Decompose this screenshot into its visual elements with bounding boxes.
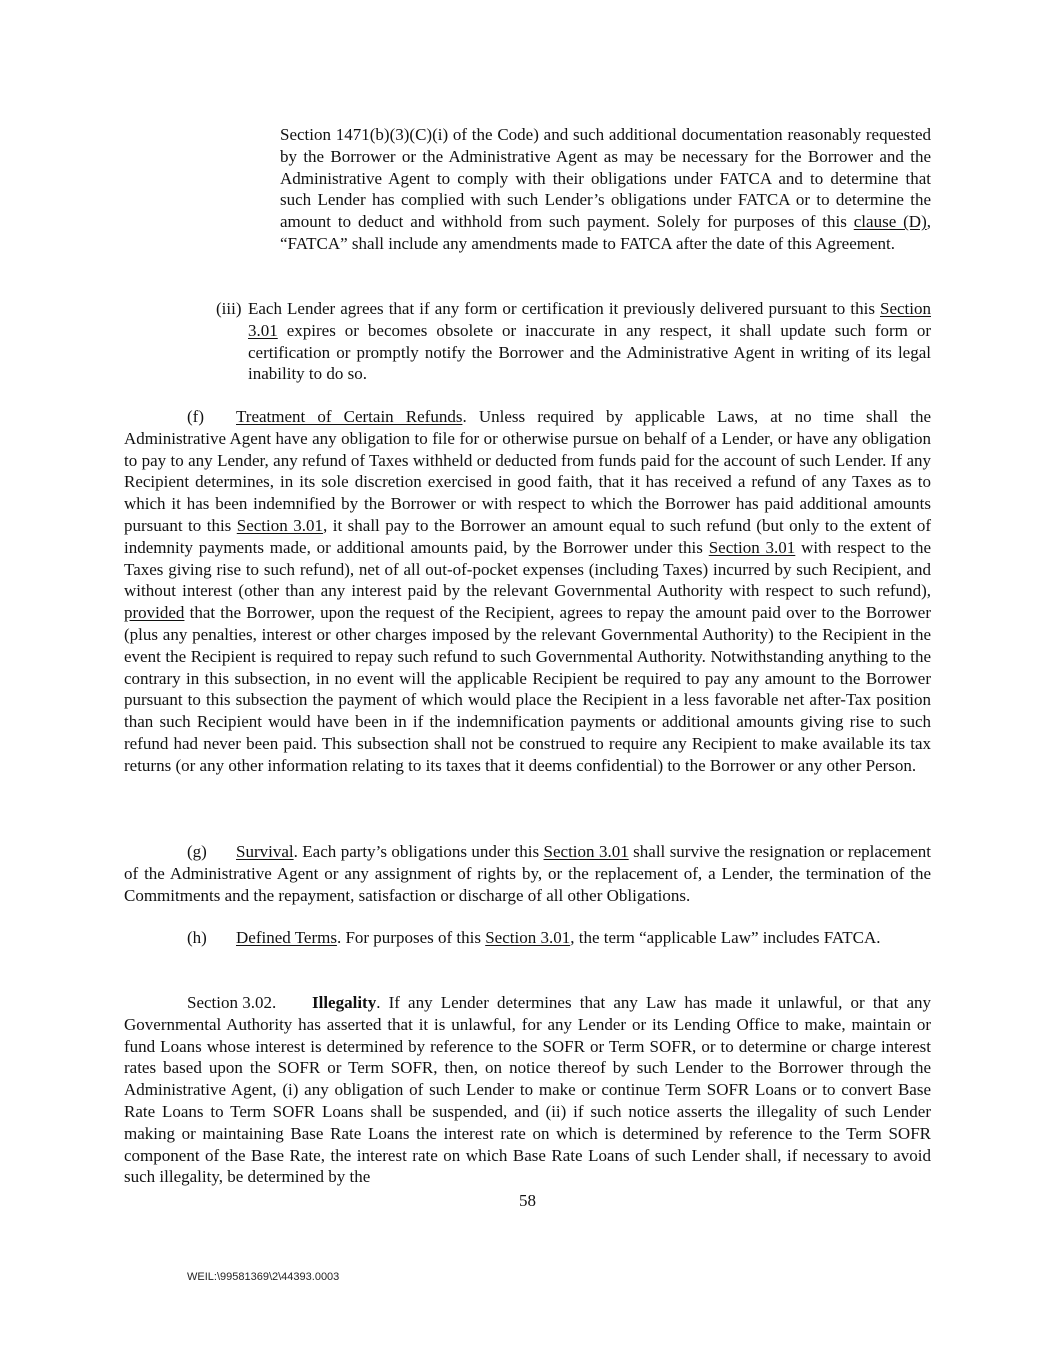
clause-d-text-2: , “FATCA” shall include any amendments made to FATCA after the date of this Agreement. — [280, 212, 931, 253]
item-iii-number: (iii) — [216, 299, 242, 318]
section-g-label: (g) — [187, 842, 207, 861]
section-3-02-text: . If any Lender determines that any Law has made it unlawful, or that any Governmental Authority has asserted that it is unlawful, for any Lender or its Lending Office to make, maintain or fund Loans whose interest is determined by reference to the SOFR or Term SOFR, or to determine or charge interest rates based upon the SOFR or Term SOFR, then, on notice thereof by such Lender to the Borrower through the Administrative Agent, (i) any obligation of such Lender to make or continue Term SOFR Loans or to convert Base Rate Loans to Term SOFR Loans shall be suspended, and (ii) if such notice asserts the illegality of such Lender making or maintaining Base Rate Loans the interest rate on which is determined by reference to the Term SOFR component of the Base Rate, the interest rate on which Base Rate Loans of such Lender shall, if necessary to avoid such illegality, be determined by the — [124, 993, 931, 1187]
item-iii-text-2: expires or becomes obsolete or inaccurate in any respect, it shall update such form or certification or promptly notify the Borrower and the Administrative Agent in writing of its legal inability to do so. — [248, 320, 931, 384]
section-f-label: (f) — [187, 407, 204, 426]
clause-d-text-1: Section 1471(b)(3)(C)(i) of the Code) and such additional documentation reasonably requested by the Borrower or the Administrative Agent as may be necessary for the Borrower and the Administrative Agent to comply with their obligations under FATCA and to determine that such Lender has complied with such Lender’s obligations under FATCA or to determine the amount to deduct and withhold from such payment. Solely for purposes of this — [280, 125, 931, 232]
section-g-text-2: shall survive the resignation or replacement of the Administrative Agent or any assignment of rights by, or the replacement of, a Lender, the termination of the Commitments and the repayment, satisfaction or discharge of all other Obligations. — [124, 842, 931, 905]
section-f-reference-2: Section 3.01 — [708, 537, 796, 557]
clause-d-continuation — [280, 124, 931, 255]
section-h-reference: Section 3.01 — [485, 928, 571, 947]
section-h-text-2: , the term “applicable Law” includes FATCA. — [570, 928, 881, 947]
section-g-paragraph — [124, 841, 931, 906]
section-f-text-3: with respect to the Taxes giving rise to such refund), net of all out-of-pocket expenses (including Taxes) incurred by such Recipient, and without interest (other than any interest paid by the relevant Governmental Authority with respect to such refund), — [124, 537, 932, 601]
section-g-reference: Section 3.01 — [543, 842, 629, 861]
item-iii-text-1: Each Lender agrees that if any form or certification it previously delivered pursuant to this — [248, 299, 880, 318]
section-f-reference-1: Section 3.01 — [236, 515, 323, 535]
section-f-text-2: , it shall pay to the Borrower an amount equal to such refund (but only to the extent of indemnity payments made, or additional amounts paid, by the Borrower under this — [124, 515, 931, 557]
section-3-02-paragraph — [124, 992, 931, 1188]
clause-d-reference: clause (D) — [853, 212, 927, 232]
section-f-heading: Treatment of Certain Refunds — [236, 407, 463, 426]
section-3-02-heading: Illegality — [312, 993, 377, 1012]
section-h-paragraph — [124, 927, 931, 949]
item-iii-section-reference: Section 3.01 — [248, 299, 931, 340]
section-g-heading: Survival — [236, 842, 294, 861]
section-h-label: (h) — [187, 928, 207, 947]
item-iii-paragraph — [216, 298, 931, 385]
section-3-02-number: Section 3.02. — [187, 993, 277, 1012]
section-f-paragraph — [124, 406, 931, 777]
section-h-text-1: . For purposes of this — [336, 928, 486, 947]
section-h-heading: Defined Terms — [236, 928, 337, 947]
page-number: 58 — [519, 1191, 536, 1210]
section-g-text-1: . Each party’s obligations under this — [293, 842, 544, 861]
section-f-provided: provided — [124, 603, 185, 623]
section-f-text-1: . Unless required by applicable Laws, at no time shall the Administrative Agent have any obligation to file for or otherwise pursue on behalf of a Lender, or have any obligation to pay to any Lender, any refund of Taxes withheld or deducted from funds paid for the account of such Lender. If any Recipient determines, in its sole discretion exercised in good faith, that it has received a refund of any Taxes as to which it has been indemnified by the Borrower or with respect to which the Borrower has paid additional amounts pursuant to this — [124, 407, 931, 535]
section-f-text-4: that the Borrower, upon the request of the Recipient, agrees to repay the amount paid over to the Borrower (plus any penalties, interest or other charges imposed by the relevant Governmental Authority) to the Recipient in the event the Recipient is required to repay such refund to such Governmental Authority. Notwithstanding anything to the contrary in this subsection, in no event will the applicable Recipient be required to pay any amount to the Borrower pursuant to this subsection the payment of which would place the Recipient in a less favorable net after-Tax position than such Recipient would have been in if the indemnification payments or additional amounts giving rise to such refund had never been paid. This subsection shall not be construed to require any Recipient to make available its tax returns (or any other information relating to its taxes that it deems confidential) to the Borrower or any other Person. — [124, 603, 931, 775]
document-id: WEIL:\99581369\2\44393.0003 — [187, 1271, 340, 1283]
